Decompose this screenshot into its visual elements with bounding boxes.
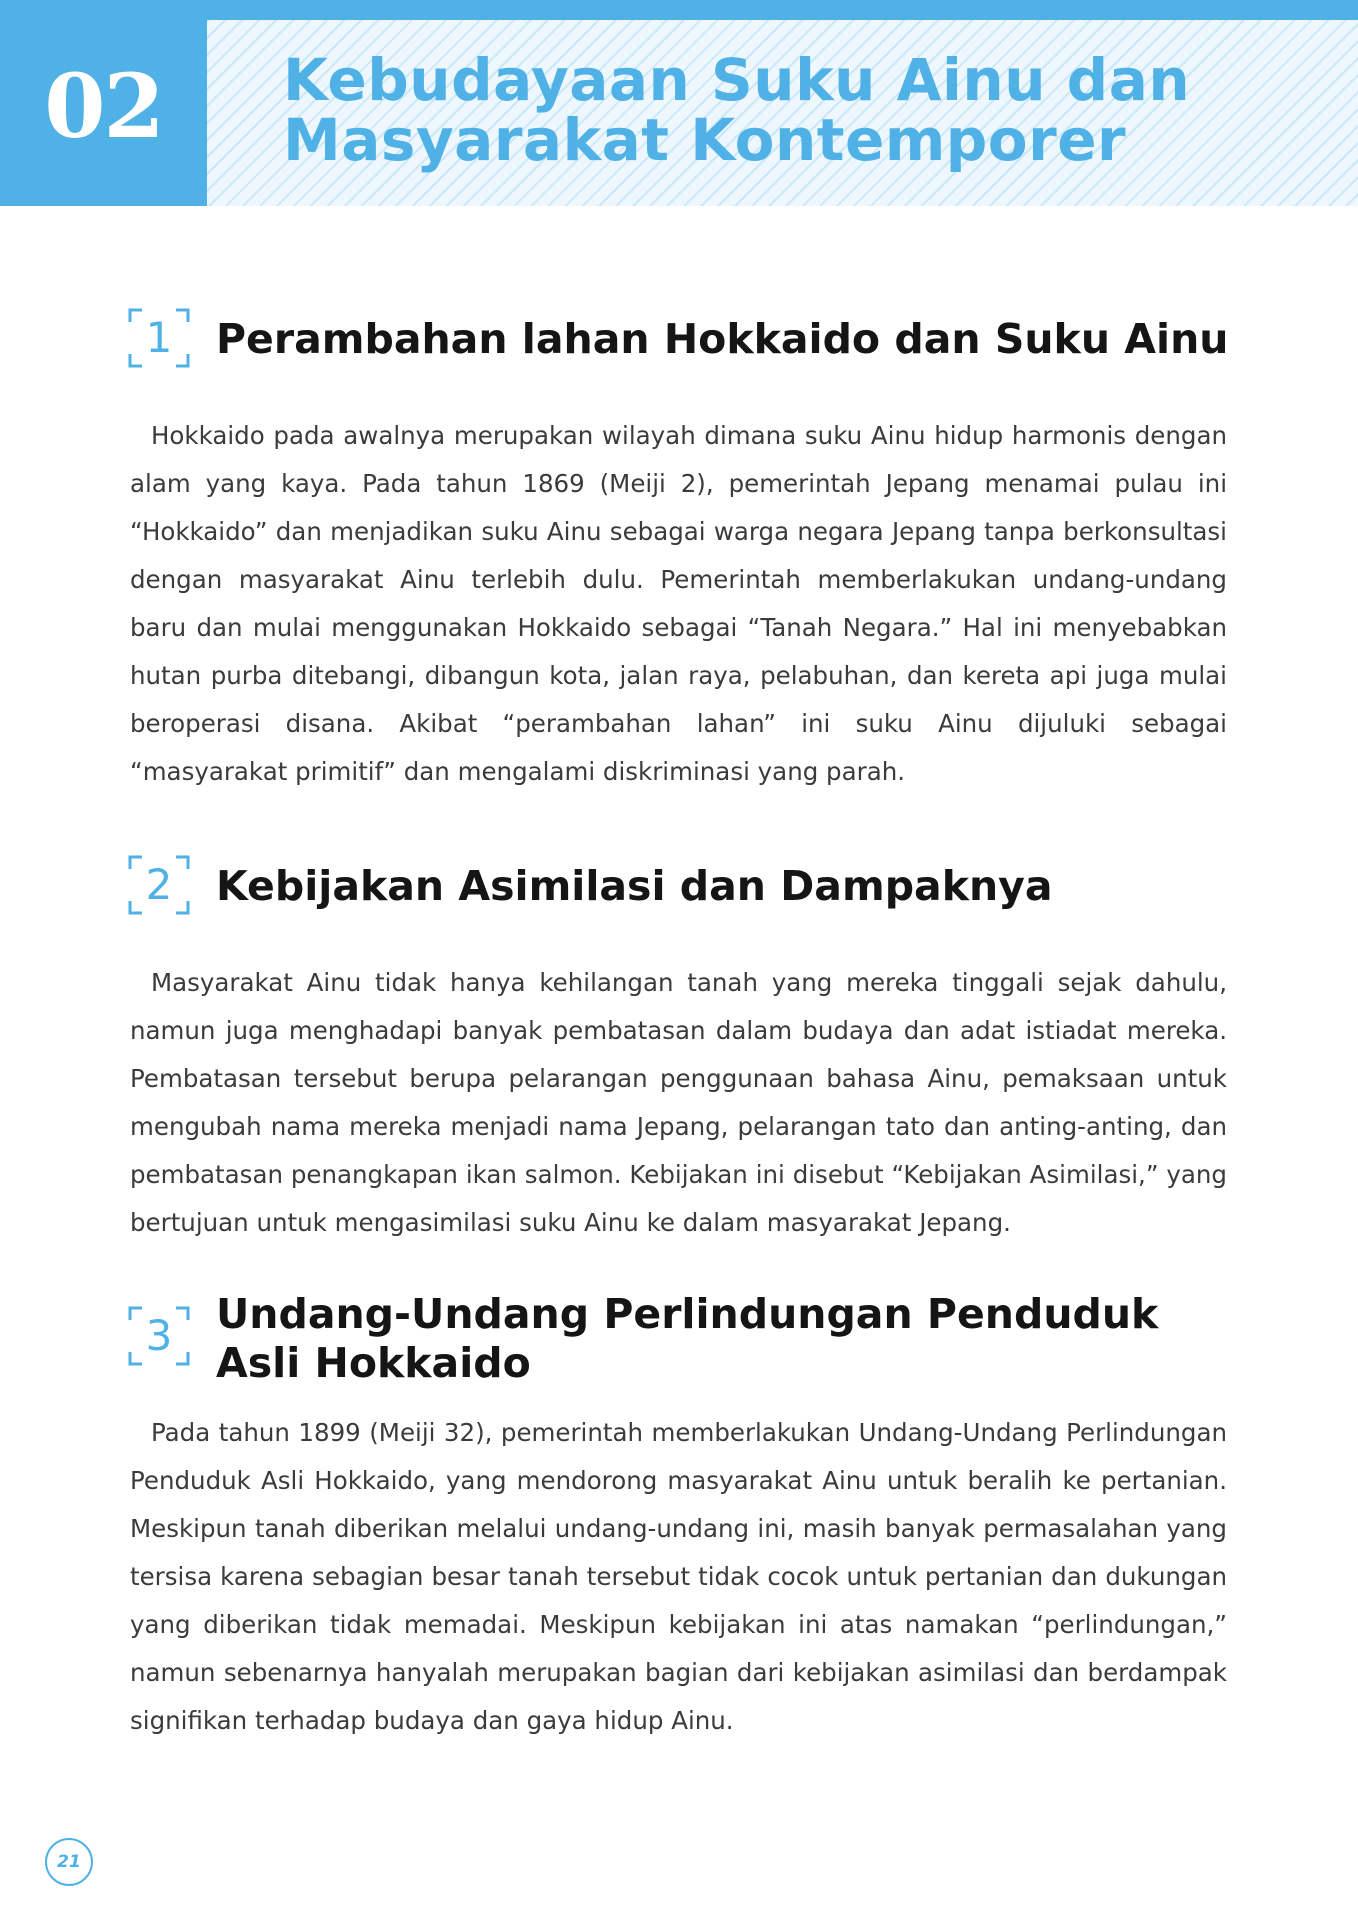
chapter-title-line-1: Kebudayaan Suku Ainu dan (283, 46, 1191, 114)
section-2-title: Kebijakan Asimilasi dan Dampaknya (216, 862, 1053, 910)
chapter-title (283, 46, 1191, 174)
section-3-number-frame (128, 1306, 190, 1366)
section-1-title: Perambahan lahan Hokkaido dan Suku Ainu (216, 315, 1229, 363)
page-number-badge (45, 1838, 93, 1886)
section-1-number-frame (128, 308, 190, 368)
chapter-title-line-2: Masyarakat Kontemporer (283, 106, 1127, 174)
section-3-number: 3 (145, 1311, 173, 1360)
page-number: 21 (57, 1852, 81, 1872)
section-3-title-line-2: Asli Hokkaido (216, 1339, 531, 1387)
section-1-number: 1 (145, 313, 173, 362)
section-3-body: Pada tahun 1899 (Meiji 32), pemerintah memberlakukan Undang-Undang Perlindungan Penduduk Asli Hokkaido, yang mendorong masyarakat Ainu untuk beralih ke pertanian. Meskipun tanah diberikan melalui undang-undang ini, masih banyak permasalahan yang tersisa karena sebagian besar tanah tersebut tidak cocok untuk pertanian dan dukungan yang diberikan tidak memadai. Meskipun kebijakan ini atas namakan “perlindungan,” namun sebenarnya hanyalah merupakan bagian dari kebijakan asimilasi dan berdampak signifikan terhadap budaya dan gaya hidup Ainu. (130, 1418, 1227, 1735)
chapter-number-box (0, 0, 207, 206)
chapter-number: 02 (44, 54, 163, 158)
section-2-number-frame (128, 855, 190, 915)
section-3-title (216, 1290, 1158, 1388)
section-3-title-line-1: Undang-Undang Perlindungan Penduduk (216, 1290, 1159, 1338)
section-2-number: 2 (145, 860, 173, 909)
section-1-body: Hokkaido pada awalnya merupakan wilayah dimana suku Ainu hidup harmonis dengan alam yang kaya. Pada tahun 1869 (Meiji 2), pemerintah Jepang menamai pulau ini “Hokkaido” dan menjadikan suku Ainu sebagai warga negara Jepang tanpa berkonsultasi dengan masyarakat Ainu terlebih dulu. Pemerintah memberlakukan undang-undang baru dan mulai menggunakan Hokkaido sebagai “Tanah Negara.” Hal ini menyebabkan hutan purba ditebangi, dibangun kota, jalan raya, pelabuhan, dan kereta api juga mulai beroperasi disana. Akibat “perambahan lahan” ini suku Ainu dijuluki sebagai “masyarakat primitif” dan mengalami diskriminasi yang parah. (130, 421, 1227, 786)
section-2-body: Masyarakat Ainu tidak hanya kehilangan tanah yang mereka tinggali sejak dahulu, namun juga menghadapi banyak pembatasan dalam budaya dan adat istiadat mereka. Pembatasan tersebut berupa pelarangan penggunaan bahasa Ainu, pemaksaan untuk mengubah nama mereka menjadi nama Jepang, pelarangan tato dan anting-anting, dan pembatasan penangkapan ikan salmon. Kebijakan ini disebut “Kebijakan Asimilasi,” yang bertujuan untuk mengasimilasi suku Ainu ke dalam masyarakat Jepang. (130, 968, 1227, 1237)
